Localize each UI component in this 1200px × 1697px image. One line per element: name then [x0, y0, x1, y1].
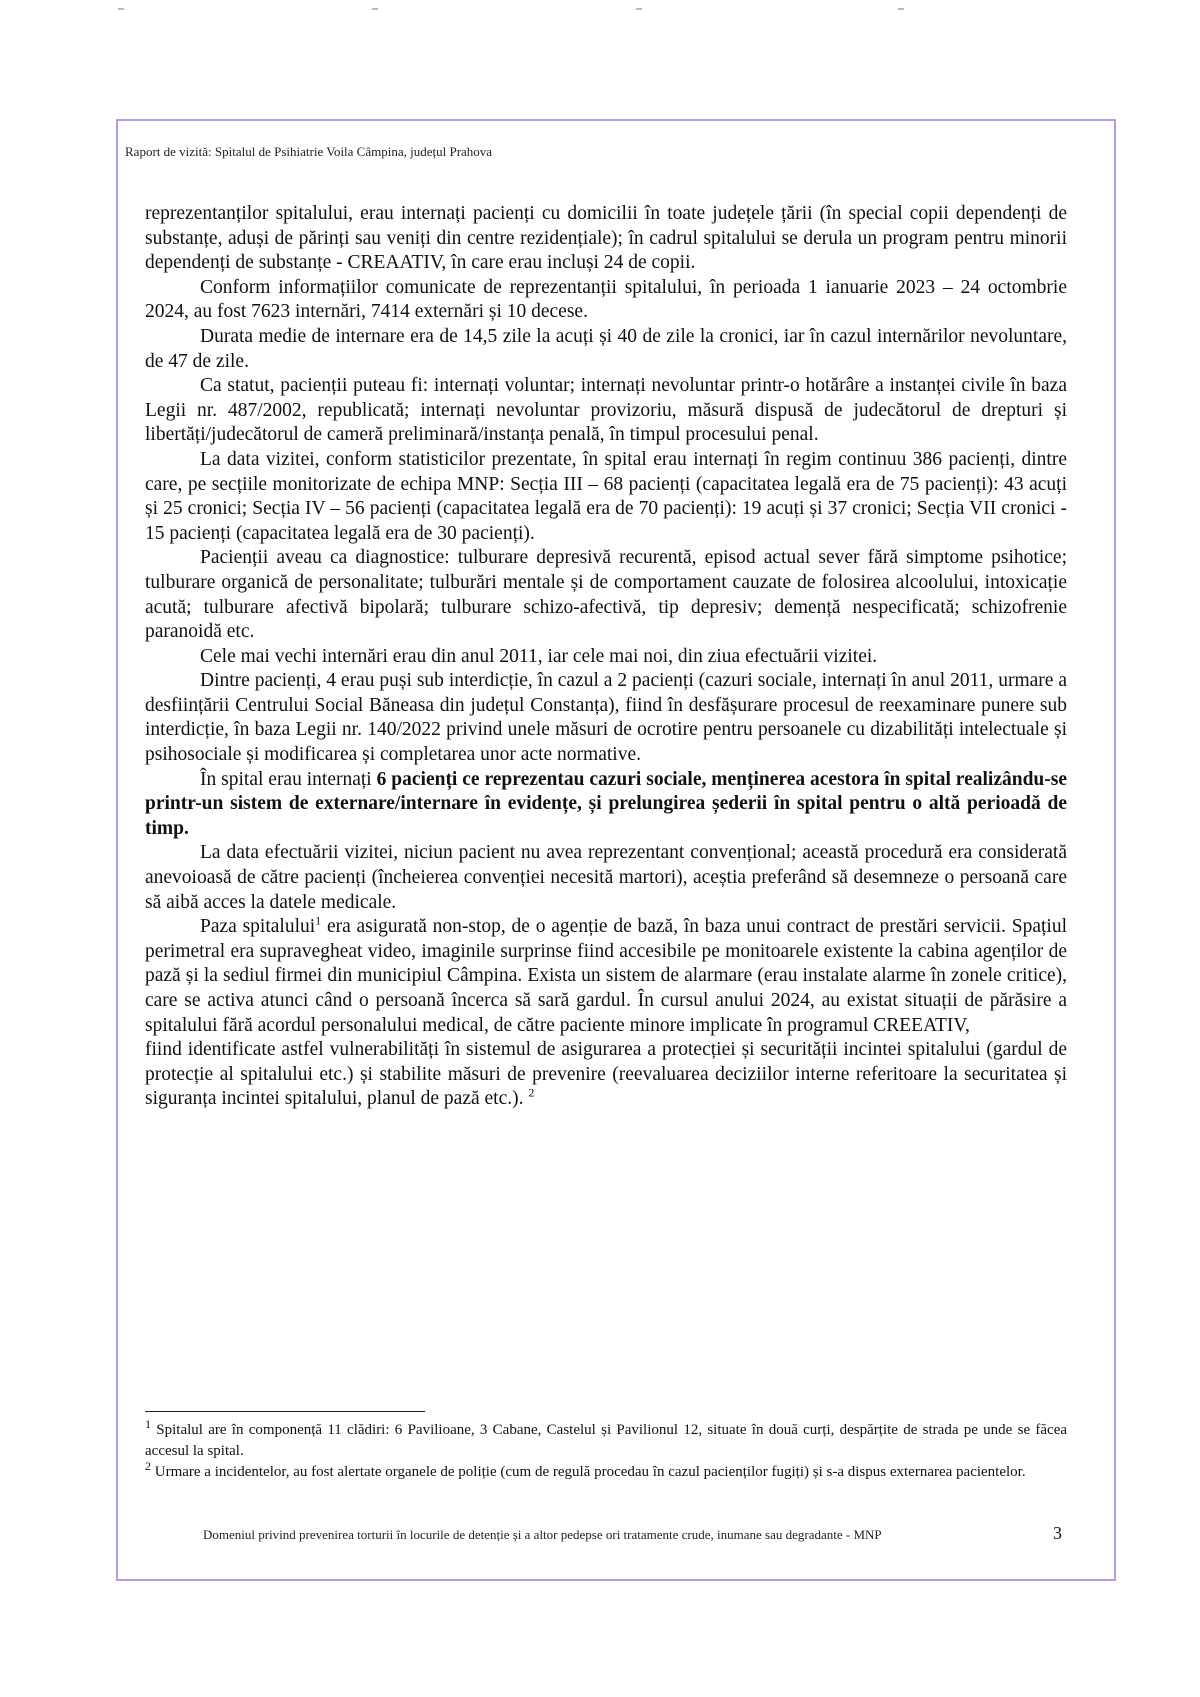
page-number: 3: [1053, 1523, 1062, 1543]
footnote-reference: 1: [315, 913, 322, 928]
scan-speck: [118, 8, 124, 10]
paragraph-text: Paza spitalului: [200, 916, 316, 938]
paragraph: Conform informațiilor comunicate de reprezentanții spitalului, în perioada 1 ianuarie 2023 – 24 octombrie 2024, au fost 7623 internări, 7414 externări și 10 decese.: [145, 276, 1067, 323]
footnote-reference: 2: [528, 1085, 535, 1100]
paragraph: Cele mai vechi internări erau din anul 2011, iar cele mai noi, din ziua efectuării vizitei.: [200, 645, 878, 667]
footnote-text: Spitalul are în componență 11 clădiri: 6 Pavilioane, 3 Cabane, Castelul și Pavilionul 12, situate în două curți, despărțite de strada pe unde se făcea accesul la spital.: [145, 1422, 1068, 1459]
paragraph: [145, 1038, 1067, 1112]
report-body: [145, 202, 1067, 1112]
emphasized-text: 6 pacienți ce reprezentau cazuri sociale, menținerea acestora în spital realizându-se printr-un sistem de externare/internare în evidențe, și prelungirea șederii în spital pentru o altă perioadă de timp.: [145, 768, 1067, 839]
page-header: Raport de vizită: Spitalul de Psihiatrie Voila Câmpina, județul Prahova: [125, 144, 493, 159]
paragraph: La data vizitei, conform statisticilor prezentate, în spital erau internați în regim continuu 386 pacienți, dintre care, pe secțiile monitorizate de echipa MNP: Secția III – 68 pacienți (capacitatea legală era de 75 pacienți): 43 acuți și 25 cronici; Secția IV – 56 pacienți (capacitatea legală era de 70 pacienți): 19 acuți și 37 cronici; Secția VII cronici - 15 pacienți (capacitatea legală era de 30 pacienți).: [145, 448, 1067, 544]
page-footer: Domeniul privind prevenirea torturii în locurile de detenție și a altor pedepse ori tratamente crude, inumane sau degradante - MNP: [203, 1527, 882, 1542]
paragraph: Ca statut, pacienții puteau fi: internați voluntar; internați nevoluntar printr-o hotărâre a instanței civile în baza Legii nr. 487/2002, republicată; internați nevoluntar provizoriu, măsură dispusă de judecătorul de drepturi și libertăți/judecătorul de cameră preliminară/instanța penală, în timpul procesului penal.: [145, 375, 1067, 446]
paragraph: [145, 768, 1067, 842]
paragraph-text: fiind identificate astfel vulnerabilități în sistemul de asigurarea a protecției și securității incintei spitalului (gardul de protecție al spitalului etc.) și stabilite măsuri de prevenire (reevaluarea deciziilor interne referitoare la securitatea și siguranța incintei spitalului, planul de pază etc.).: [145, 1039, 1067, 1110]
footnote: [145, 1417, 1068, 1462]
paragraph: Durata medie de internare era de 14,5 zile la acuți și 40 de zile la cronici, iar în cazul internărilor nevoluntare, de 47 de zile.: [145, 325, 1067, 372]
scan-speck: [898, 8, 904, 10]
footnote-mark: 2: [145, 1459, 151, 1473]
scan-speck: [372, 8, 378, 10]
paragraph-text: În spital erau internați: [200, 768, 377, 790]
paragraph: reprezentanților spitalului, erau internați pacienți cu domicilii în toate județele țării (în special copii dependenți de substanțe, aduși de părinți sau veniți din centre rezidențiale); în cadrul spitalului se derula un program pentru minorii dependenți de substanțe - CREAATIV, în care erau incluși 24 de copii.: [145, 203, 1067, 274]
paragraph: Dintre pacienți, 4 erau puși sub interdicție, în cazul a 2 pacienți (cazuri sociale, internați în anul 2011, urmare a desființării Centrului Social Băneasa din județul Constanța), fiind în desfășurare procesul de reexaminare punere sub interdicție, în baza Legii nr. 140/2022 privind unele măsuri de ocrotire pentru persoanele cu dizabilități intelectuale și psihosociale și modificarea și completarea unor acte normative.: [145, 670, 1067, 766]
scan-speck: [636, 8, 642, 10]
scan-artifacts: [0, 0, 1200, 30]
footnote-separator: [145, 1411, 425, 1412]
paragraph: La data efectuării vizitei, niciun pacient nu avea reprezentant convențional; această procedură era considerată anevoioasă de către pacienți (încheierea convenției necesită martori), aceștia preferând să desemneze o persoană care să aibă acces la datele medicale.: [145, 842, 1067, 913]
paragraph: Pacienții aveau ca diagnostice: tulburare depresivă recurentă, episod actual sever fără simptome psihotice; tulburare organică de personalitate; tulburări mentale și de comportament cauzate de folosirea alcoolului, intoxicație acută; tulburare afectivă bipolară; tulburare schizo-afectivă, tip depresiv; demență nespecificată; schizofrenie paranoidă etc.: [145, 547, 1067, 643]
footnote: [145, 1459, 1067, 1483]
paragraph: [145, 915, 1067, 1038]
footnote-text: Urmare a incidentelor, au fost alertate organele de poliție (cum de regulă procedau în cazul pacienților fugiți) și s-a dispus externarea pacientelor.: [154, 1464, 1026, 1480]
paragraph-text: era asigurată non-stop, de o agenție de bază, în baza unui contract de prestări servicii. Spațiul perimetral era supravegheat video, imaginile surprinse fiind accesibile pe monitoarele existente la cabina agenților de pază și la sediul firmei din municipiul Câmpina. Exista un sistem de alarmare (erau instalate alarme în zonele critice), care se activa atunci când o persoană încerca să sară gardul. În cursul anului 2024, au existat situații de părăsire a spitalului fără acordul personalului medical, de către paciente minore implicate în programul CREEATIV,: [145, 916, 1067, 1036]
footnote-mark: 1: [145, 1417, 151, 1431]
footnotes: [145, 1417, 1068, 1483]
